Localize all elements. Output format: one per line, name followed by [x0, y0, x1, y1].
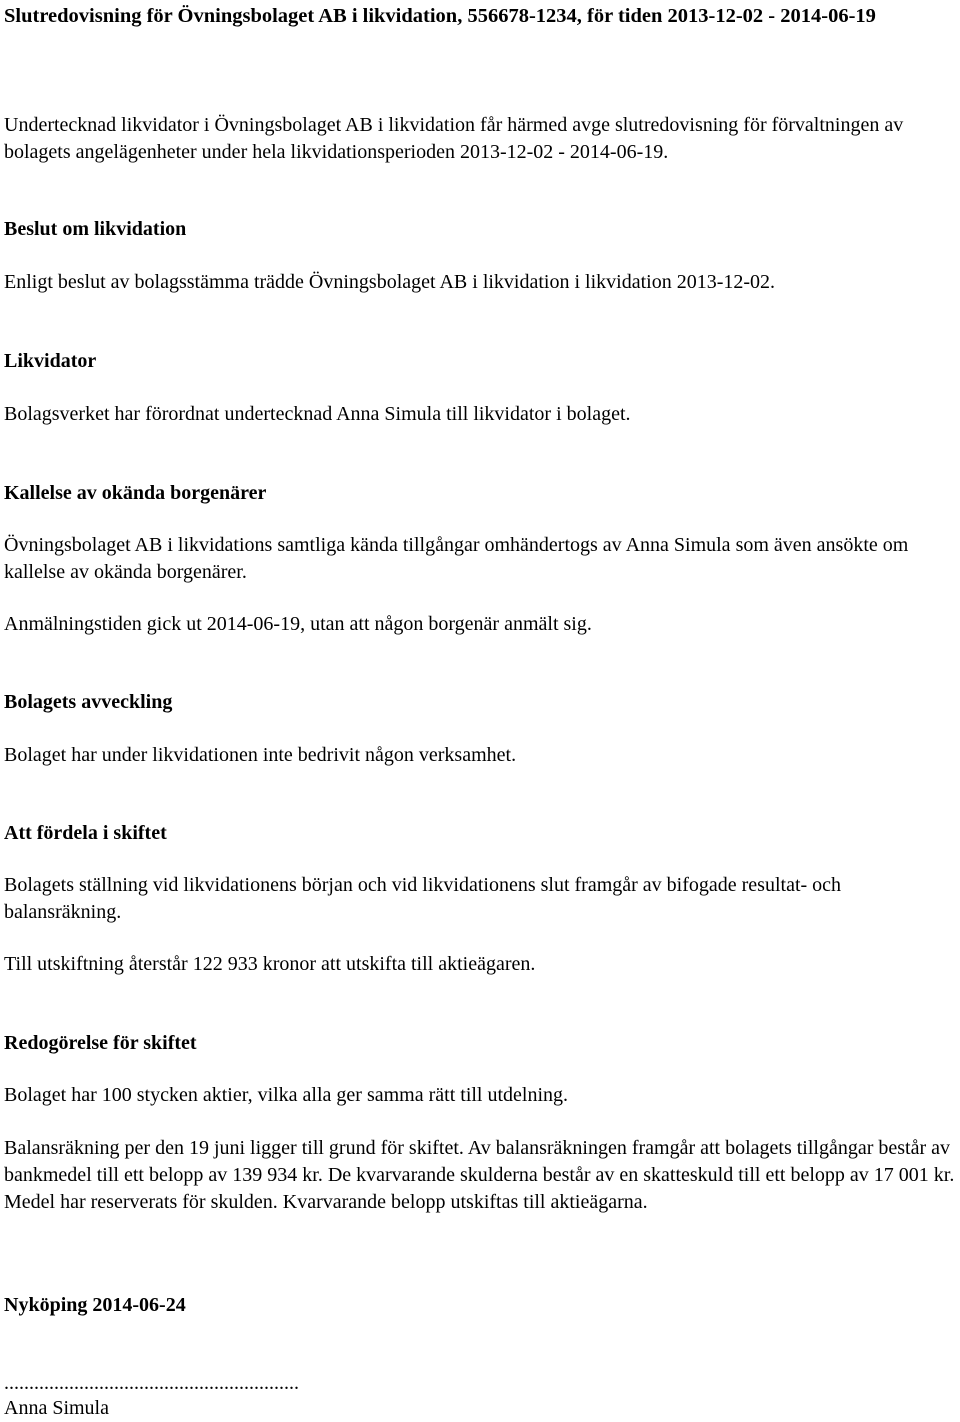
- paragraph-likvidator: Bolagsverket har förordnat undertecknad Anna Simula till likvidator i bolaget.: [4, 403, 631, 425]
- heading-kallelse: Kallelse av okända borgenärer: [4, 482, 267, 504]
- paragraph-redogorelse-1: Bolaget har 100 stycken aktier, vilka alla ger samma rätt till utdelning.: [4, 1084, 569, 1106]
- paragraph-avveckling: Bolaget har under likvidationen inte bedrivit någon verksamhet.: [4, 744, 517, 766]
- intro-paragraph: Undertecknad likvidator i Övningsbolaget AB i likvidation får härmed avge slutredovisning för förvaltningen av bolagets angelägenheter under hela likvidationsperioden 2013-12-02 - 2014-06-19.: [4, 114, 904, 163]
- place-date: Nyköping 2014-06-24: [4, 1294, 186, 1316]
- heading-bolagets-avveckling: Bolagets avveckling: [4, 691, 173, 713]
- paragraph-kallelse-1: Övningsbolaget AB i likvidations samtliga kända tillgångar omhändertogs av Anna Simula som även ansökte om kallelse av okända borgenärer.: [4, 534, 909, 583]
- paragraph-fordela-1: Bolagets ställning vid likvidationens början och vid likvidationens slut framgår av bifogade resultat- och balansräkning.: [4, 874, 842, 923]
- paragraph-beslut: Enligt beslut av bolagsstämma trädde Övningsbolaget AB i likvidation i likvidation 2013-12-02.: [4, 271, 776, 293]
- heading-likvidator: Likvidator: [4, 350, 97, 372]
- heading-att-fordela: Att fördela i skiftet: [4, 822, 167, 844]
- signatory-name: Anna Simula: [4, 1397, 109, 1419]
- heading-beslut-om-likvidation: Beslut om likvidation: [4, 218, 187, 240]
- heading-redogorelse: Redogörelse för skiftet: [4, 1032, 197, 1054]
- paragraph-fordela-2: Till utskiftning återstår 122 933 kronor att utskifta till aktieägaren.: [4, 953, 536, 975]
- signature-line: ...........................................................: [4, 1372, 299, 1394]
- document-title: Slutredovisning för Övningsbolaget AB i likvidation, 556678-1234, för tiden 2013-12-02 - 2014-06-19: [4, 5, 876, 27]
- paragraph-redogorelse-2: Balansräkning per den 19 juni ligger till grund för skiftet. Av balansräkningen framgår att bolagets tillgångar består av bankmedel till ett belopp av 139 934 kr. De kvarvarande skulderna består av en skatteskuld till ett belopp av 17 001 kr. Medel har reserverats för skulden. Kvarvarande belopp utskiftas till aktieägarna.: [4, 1137, 955, 1213]
- paragraph-kallelse-2: Anmälningstiden gick ut 2014-06-19, utan att någon borgenär anmält sig.: [4, 613, 592, 635]
